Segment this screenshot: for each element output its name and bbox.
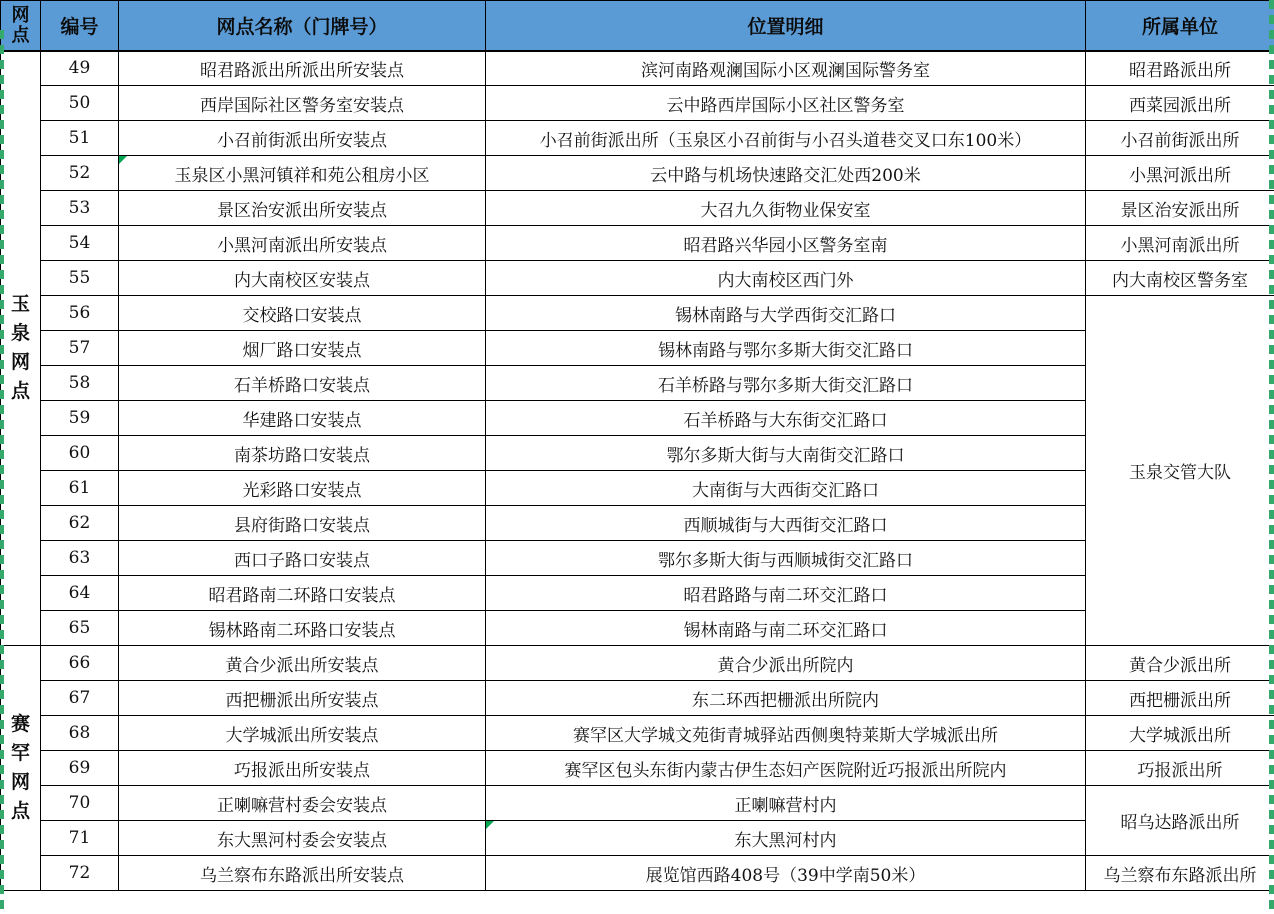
cell-unit[interactable]: 乌兰察布东路派出所 xyxy=(1086,856,1274,891)
vertical-header-char: 点 xyxy=(11,25,30,46)
cell-location[interactable]: 鄂尔多斯大街与大南街交汇路口 xyxy=(486,436,1086,471)
cell-id[interactable]: 56 xyxy=(41,296,119,331)
cell-unit[interactable]: 景区治安派出所 xyxy=(1086,191,1274,226)
cell-location[interactable]: 锡林南路与鄂尔多斯大街交汇路口 xyxy=(486,331,1086,366)
cell-id[interactable]: 62 xyxy=(41,506,119,541)
cell-id[interactable]: 52 xyxy=(41,156,119,191)
cell-id[interactable]: 53 xyxy=(41,191,119,226)
cell-unit[interactable]: 小黑河南派出所 xyxy=(1086,226,1274,261)
cell-name[interactable]: 光彩路口安装点 xyxy=(119,471,486,506)
row-group-label-text: 玉 泉 网 点 xyxy=(10,293,30,403)
cell-location[interactable]: 赛罕区大学城文苑街青城驿站西侧奥特莱斯大学城派出所 xyxy=(486,716,1086,751)
cell-location[interactable]: 锡林南路与南二环交汇路口 xyxy=(486,611,1086,646)
cell-id[interactable]: 51 xyxy=(41,121,119,156)
cell-location[interactable]: 小召前街派出所（玉泉区小召前街与小召头道巷交叉口东100米） xyxy=(486,121,1086,156)
row-group-label[interactable] xyxy=(1,646,41,891)
cell-unit[interactable]: 西菜园派出所 xyxy=(1086,86,1274,121)
table-row xyxy=(1,856,1274,891)
table-row xyxy=(1,401,1274,436)
table-row xyxy=(1,821,1274,856)
table-row xyxy=(1,261,1274,296)
cell-unit[interactable]: 黄合少派出所 xyxy=(1086,646,1274,681)
table-row xyxy=(1,156,1274,191)
cell-id[interactable]: 59 xyxy=(41,401,119,436)
cell-location[interactable]: 东大黑河村内 xyxy=(486,821,1086,856)
cell-location[interactable]: 云中路与机场快速路交汇处西200米 xyxy=(486,156,1086,191)
cell-id[interactable]: 71 xyxy=(41,821,119,856)
cell-id[interactable]: 50 xyxy=(41,86,119,121)
cell-name[interactable]: 景区治安派出所安装点 xyxy=(119,191,486,226)
table-row xyxy=(1,681,1274,716)
cell-name[interactable]: 东大黑河村委会安装点 xyxy=(119,821,486,856)
cell-name[interactable]: 县府街路口安装点 xyxy=(119,506,486,541)
cell-id[interactable]: 63 xyxy=(41,541,119,576)
cell-id[interactable]: 61 xyxy=(41,471,119,506)
cell-location[interactable]: 黄合少派出所院内 xyxy=(486,646,1086,681)
cell-id[interactable]: 68 xyxy=(41,716,119,751)
table-row xyxy=(1,471,1274,506)
table-row xyxy=(1,226,1274,261)
table-row xyxy=(1,436,1274,471)
table-row xyxy=(1,786,1274,821)
cell-name[interactable]: 南茶坊路口安装点 xyxy=(119,436,486,471)
cell-unit[interactable]: 小召前街派出所 xyxy=(1086,121,1274,156)
table-row xyxy=(1,191,1274,226)
table-row xyxy=(1,366,1274,401)
table-row xyxy=(1,716,1274,751)
cell-id[interactable]: 60 xyxy=(41,436,119,471)
cell-name[interactable]: 小召前街派出所安装点 xyxy=(119,121,486,156)
cell-location[interactable]: 石羊桥路与大东街交汇路口 xyxy=(486,401,1086,436)
column-header-group[interactable] xyxy=(1,1,41,51)
column-header-name[interactable]: 网点名称（门牌号） xyxy=(119,1,486,51)
cell-unit[interactable]: 西把栅派出所 xyxy=(1086,681,1274,716)
vertical-header-char: 网 xyxy=(11,5,30,26)
column-header-id[interactable]: 编号 xyxy=(41,1,119,51)
cell-location[interactable]: 内大南校区西门外 xyxy=(486,261,1086,296)
cell-id[interactable]: 66 xyxy=(41,646,119,681)
cell-id[interactable]: 55 xyxy=(41,261,119,296)
table-row xyxy=(1,611,1274,646)
cell-name[interactable]: 西口子路口安装点 xyxy=(119,541,486,576)
table-row xyxy=(1,751,1274,786)
table-row xyxy=(1,51,1274,86)
cell-location[interactable]: 西顺城街与大西街交汇路口 xyxy=(486,506,1086,541)
cell-id[interactable]: 58 xyxy=(41,366,119,401)
cell-location[interactable]: 展览馆西路408号（39中学南50米） xyxy=(486,856,1086,891)
cell-id[interactable]: 67 xyxy=(41,681,119,716)
cell-location[interactable]: 大召九久街物业保安室 xyxy=(486,191,1086,226)
cell-location[interactable]: 滨河南路观澜国际小区观澜国际警务室 xyxy=(486,51,1086,86)
table-row xyxy=(1,576,1274,611)
cell-name[interactable]: 华建路口安装点 xyxy=(119,401,486,436)
cell-location[interactable]: 赛罕区包头东街内蒙古伊生态妇产医院附近巧报派出所院内 xyxy=(486,751,1086,786)
table-row xyxy=(1,331,1274,366)
cell-unit[interactable]: 昭君路派出所 xyxy=(1086,51,1274,86)
cell-unit[interactable]: 小黑河派出所 xyxy=(1086,156,1274,191)
cell-name[interactable]: 西岸国际社区警务室安装点 xyxy=(119,86,486,121)
cell-location[interactable]: 云中路西岸国际小区社区警务室 xyxy=(486,86,1086,121)
cell-id[interactable]: 49 xyxy=(41,51,119,86)
table-row xyxy=(1,86,1274,121)
table-row xyxy=(1,121,1274,156)
cell-location[interactable]: 鄂尔多斯大街与西顺城街交汇路口 xyxy=(486,541,1086,576)
cell-location[interactable]: 昭君路兴华园小区警务室南 xyxy=(486,226,1086,261)
table-row xyxy=(1,506,1274,541)
cell-id[interactable]: 70 xyxy=(41,786,119,821)
cell-name[interactable]: 石羊桥路口安装点 xyxy=(119,366,486,401)
cell-location[interactable]: 昭君路路与南二环交汇路口 xyxy=(486,576,1086,611)
cell-unit[interactable]: 大学城派出所 xyxy=(1086,716,1274,751)
cell-name[interactable]: 内大南校区安装点 xyxy=(119,261,486,296)
cell-name[interactable]: 大学城派出所安装点 xyxy=(119,716,486,751)
cell-id[interactable]: 64 xyxy=(41,576,119,611)
column-header-unit[interactable]: 所属单位 xyxy=(1086,1,1274,51)
row-group-label[interactable] xyxy=(1,51,41,646)
cell-id[interactable]: 72 xyxy=(41,856,119,891)
cell-name[interactable]: 昭君路派出所派出所安装点 xyxy=(119,51,486,86)
cell-location[interactable]: 正喇嘛营村内 xyxy=(486,786,1086,821)
cell-name[interactable]: 正喇嘛营村委会安装点 xyxy=(119,786,486,821)
cell-unit[interactable]: 巧报派出所 xyxy=(1086,751,1274,786)
cell-name[interactable]: 烟厂路口安装点 xyxy=(119,331,486,366)
cell-id[interactable]: 54 xyxy=(41,226,119,261)
cell-id[interactable]: 57 xyxy=(41,331,119,366)
cell-location[interactable]: 石羊桥路与鄂尔多斯大街交汇路口 xyxy=(486,366,1086,401)
cell-name[interactable]: 交校路口安装点 xyxy=(119,296,486,331)
cell-name[interactable]: 黄合少派出所安装点 xyxy=(119,646,486,681)
cell-id[interactable]: 69 xyxy=(41,751,119,786)
cell-unit[interactable]: 昭乌达路派出所 xyxy=(1086,786,1274,856)
table-row xyxy=(1,646,1274,681)
cell-location[interactable]: 锡林南路与大学西街交汇路口 xyxy=(486,296,1086,331)
cell-unit[interactable]: 玉泉交管大队 xyxy=(1086,296,1274,646)
table-row xyxy=(1,541,1274,576)
cell-name[interactable]: 巧报派出所安装点 xyxy=(119,751,486,786)
cell-flag-triangle-icon xyxy=(119,156,127,164)
cell-location[interactable]: 东二环西把栅派出所院内 xyxy=(486,681,1086,716)
cell-id[interactable]: 65 xyxy=(41,611,119,646)
cell-flag-triangle-icon xyxy=(486,821,494,829)
header-row xyxy=(1,1,1274,51)
row-group-label-text: 赛 罕 网 点 xyxy=(10,713,30,822)
table-row xyxy=(1,296,1274,331)
cell-name[interactable]: 锡林路南二环路口安装点 xyxy=(119,611,486,646)
cell-name[interactable]: 乌兰察布东路派出所安装点 xyxy=(119,856,486,891)
cell-name[interactable]: 西把栅派出所安装点 xyxy=(119,681,486,716)
cell-name[interactable]: 玉泉区小黑河镇祥和苑公租房小区 xyxy=(119,156,486,191)
cell-location[interactable]: 大南街与大西街交汇路口 xyxy=(486,471,1086,506)
cell-unit[interactable]: 内大南校区警务室 xyxy=(1086,261,1274,296)
cell-name[interactable]: 昭君路南二环路口安装点 xyxy=(119,576,486,611)
column-header-location[interactable]: 位置明细 xyxy=(486,1,1086,51)
cell-name[interactable]: 小黑河南派出所安装点 xyxy=(119,226,486,261)
